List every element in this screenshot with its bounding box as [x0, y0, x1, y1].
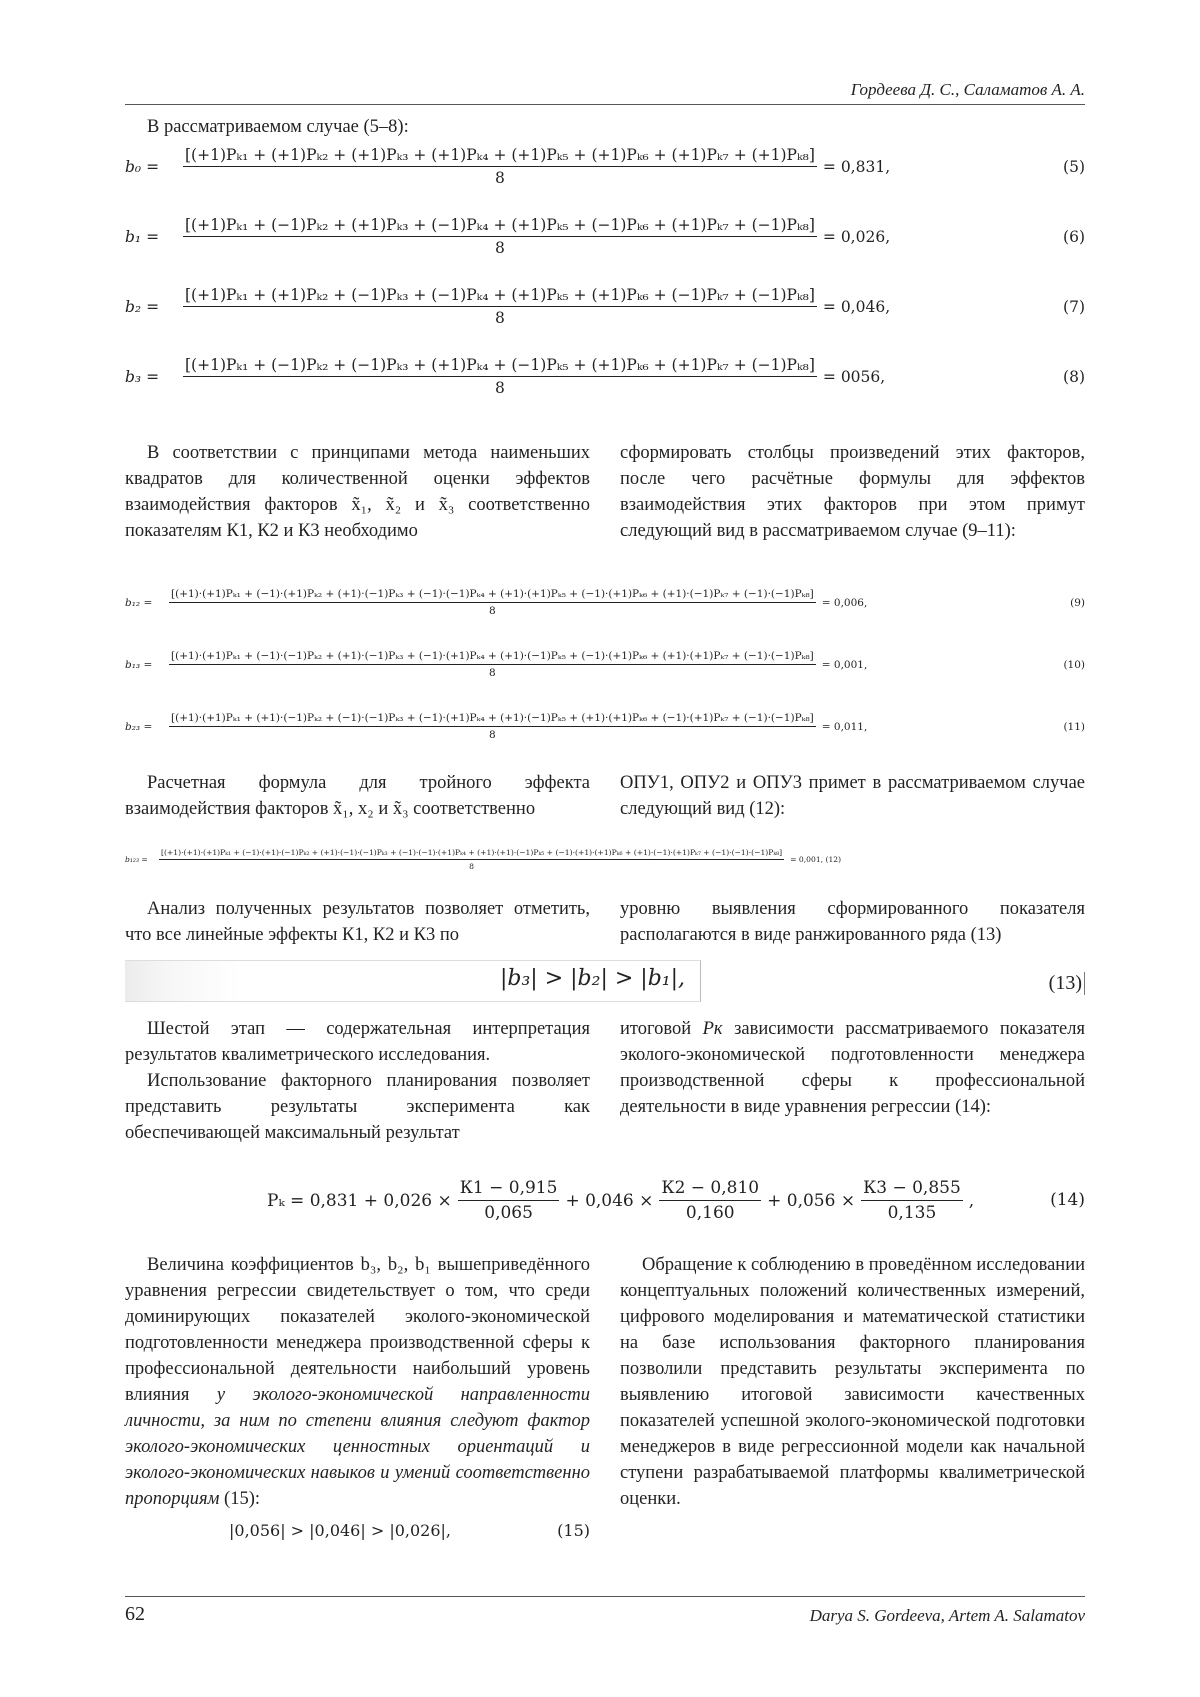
equation-15 [125, 1516, 590, 1546]
paragraph-left [125, 440, 590, 544]
paragraph-left [125, 896, 590, 948]
paragraph-text: Анализ полученных результатов позволяет отметить, что все линейные эффекты К1, К2 и К3 по [125, 899, 590, 945]
paragraph-text [620, 1016, 1085, 1120]
formula-b23 [125, 712, 1085, 741]
equation-term: + 0,046 × [565, 1190, 654, 1211]
equation-number: (5) [1063, 157, 1085, 176]
equation-number: (9) [1070, 596, 1085, 609]
text-run: зависимости рассматриваемого показателя эколого-экономической подготовленности менеджера производственной сферы к профессиональной деятельности в виде уравнения регрессии (14): [620, 1019, 1085, 1117]
paragraph-right [620, 896, 1085, 948]
formula-result: = 0,831, [822, 157, 891, 176]
fraction-denominator: 0,065 [484, 1203, 533, 1223]
paragraph-left [125, 1016, 590, 1146]
formula-result: = 0,046, [822, 297, 891, 316]
paragraph-right [620, 440, 1085, 544]
formula-numerator: [(+1)·(+1)Pₖ₁ + (−1)·(−1)Pₖ₂ + (+1)·(−1)Pₖ₃ + (−1)·(+1)Pₖ₄ + (+1)·(−1)Pₖ₅ + (−1)·(+1)Pₖ₆ + (+1)·(+1)Pₖ₇ + (−1)·(−1)Pₖ₈] [169, 650, 816, 665]
equation-term: , [968, 1190, 975, 1211]
fraction-numerator: К1 − 0,915 [458, 1178, 560, 1201]
italic-text: у эколого-экономической направленности личности, за ним по степени влияния следуют фактор эколого-экономических ценностных ориентаций и эколого-экономических навыков и умений соответственно пропорциям [125, 1385, 590, 1509]
paragraph-text: Обращение к соблюдению в проведённом исследовании концептуальных положений количественных измерений, цифрового моделирования и математической статистики на базе использования факторного планирования позволили представить результаты эксперимента по выявлению итоговой зависимости качественных показателей успешной эколого-экономической подготовки менеджеров в виде регрессионной модели как начальной ступени разрабатываемой платформы квалиметрической оценки. [620, 1255, 1085, 1509]
formula-numerator: [(+1)Pₖ₁ + (+1)Pₖ₂ + (−1)Pₖ₃ + (−1)Pₖ₄ + (+1)Pₖ₅ + (+1)Pₖ₆ + (−1)Pₖ₇ + (−1)Pₖ₈] [183, 286, 817, 307]
formula-denominator: 8 [489, 729, 496, 741]
formula-denominator: 8 [489, 667, 496, 679]
paragraph-text: ОПУ1, ОПУ2 и ОПУ3 примет в рассматриваемом случае следующий вид (12): [620, 773, 1085, 819]
paragraph-text: сформировать столбцы произведений этих факторов, после чего расчётные формулы для эффектов взаимодействия этих факторов при этом примут следующий вид в рассматриваемом случае (9–11): [620, 443, 1085, 541]
formula-b3 [125, 356, 1085, 397]
formula-lhs: b₁ = [125, 227, 160, 246]
formula-lhs: b₁₃ = [125, 658, 153, 671]
paragraph-left [125, 1252, 590, 1546]
formula-result: = 0,026, [822, 227, 891, 246]
formula-numerator: [(+1)Pₖ₁ + (−1)Pₖ₂ + (+1)Pₖ₃ + (−1)Pₖ₄ + (+1)Pₖ₅ + (−1)Pₖ₆ + (+1)Pₖ₇ + (−1)Pₖ₈] [183, 216, 817, 237]
paragraph-text: Шестой этап — содержательная интерпретация результатов квалиметрического исследования. [125, 1019, 590, 1065]
formula-b0 [125, 146, 1085, 187]
formula-denominator: 8 [495, 239, 505, 257]
formula-result: = 0,011, [821, 720, 868, 733]
running-header: Гордеева Д. С., Саламатов А. А. [850, 80, 1085, 99]
paragraph-right [620, 1016, 1085, 1120]
formula-result: = 0,001, (12) [790, 855, 842, 864]
paragraph-text: В соответствии с принципами метода наименьших квадратов для количественной оценки эффектов взаимодействия факторов x̃₁, x̃₂ и x̃₃ соответственно показателям К1, К2 и К3 необходимо [125, 443, 590, 541]
formula-denominator: 8 [495, 169, 505, 187]
formula-result: = 0056, [822, 367, 886, 386]
equation-number: (6) [1063, 227, 1085, 246]
equation-expression: |0,056| > |0,046| > |0,026|, [229, 1521, 451, 1540]
paragraph-text: Использование факторного планирования позволяет представить результаты эксперимента как обеспечивающей максимальный результат [125, 1071, 590, 1143]
equation-lhs: Pₖ = 0,831 + 0,026 × [267, 1190, 452, 1211]
text-run: (15): [219, 1489, 260, 1509]
formula-lhs: b₁₂₃ = [125, 855, 148, 864]
formula-b123 [125, 848, 1085, 871]
ranking-equation [125, 960, 1085, 1002]
formula-b2 [125, 286, 1085, 327]
formula-denominator: 8 [495, 379, 505, 397]
paragraph-right [620, 770, 1085, 822]
paragraph-text: уровню выявления сформированного показателя располагаются в виде ранжированного ряда (13) [620, 899, 1085, 945]
formula-lhs: b₀ = [125, 157, 160, 176]
formula-denominator: 8 [489, 605, 496, 617]
header-rule [125, 104, 1085, 105]
formula-lhs: b₂ = [125, 297, 160, 316]
equation-number: (7) [1063, 297, 1085, 316]
equation-number: (14) [1050, 1190, 1085, 1210]
ranking-expression: |b₃| > |b₂| > |b₁|, [499, 966, 685, 991]
paragraph-right [620, 1252, 1085, 1512]
equation-number: (15) [557, 1521, 590, 1540]
paragraph-text: Расчетная формула для тройного эффекта взаимодействия факторов x̃₁, x₂ и x̃₃ соответственно [125, 773, 590, 819]
footer-rule [125, 1596, 1085, 1597]
fraction-numerator: К2 − 0,810 [659, 1178, 761, 1201]
text-run: итоговой [620, 1019, 703, 1039]
formula-lhs: b₃ = [125, 367, 160, 386]
formula-lhs: b₁₂ = [125, 596, 153, 609]
equation-number: (8) [1063, 367, 1085, 386]
fraction-denominator: 0,135 [887, 1203, 937, 1223]
formula-result: = 0,006, [821, 596, 868, 609]
formula-numerator: [(+1)·(+1)Pₖ₁ + (−1)·(+1)Pₖ₂ + (+1)·(−1)Pₖ₃ + (−1)·(−1)Pₖ₄ + (+1)·(+1)Pₖ₅ + (−1)·(+1)Pₖ₆ + (+1)·(−1)Pₖ₇ + (−1)·(−1)Pₖ₈] [169, 588, 816, 603]
formula-numerator: [(+1)Pₖ₁ + (+1)Pₖ₂ + (+1)Pₖ₃ + (+1)Pₖ₄ + (+1)Pₖ₅ + (+1)Pₖ₆ + (+1)Pₖ₇ + (+1)Pₖ₈] [183, 146, 817, 167]
formula-b12 [125, 588, 1085, 617]
variable-pk: Pк [702, 1019, 723, 1039]
formula-b13 [125, 650, 1085, 679]
paragraph-text [125, 1252, 590, 1512]
formula-b1 [125, 216, 1085, 257]
formula-denominator: 8 [495, 309, 505, 327]
formula-result: = 0,001, [821, 658, 868, 671]
equation-number: (10) [1063, 658, 1085, 671]
formula-numerator: [(+1)·(+1)Pₖ₁ + (+1)·(−1)Pₖ₂ + (−1)·(−1)Pₖ₃ + (−1)·(+1)Pₖ₄ + (+1)·(−1)Pₖ₅ + (+1)·(+1)Pₖ₆ + (−1)·(+1)Pₖ₇ + (−1)·(−1)Pₖ₈] [169, 712, 816, 727]
formula-numerator: [(+1)Pₖ₁ + (−1)Pₖ₂ + (−1)Pₖ₃ + (+1)Pₖ₄ + (−1)Pₖ₅ + (+1)Pₖ₆ + (+1)Pₖ₇ + (−1)Pₖ₈] [183, 356, 817, 377]
regression-equation [125, 1178, 1085, 1223]
equation-number: (11) [1063, 720, 1085, 733]
text-run: Величина коэффициентов b₃, b₂, b₁ вышеприведённого уравнения регрессии свидетельствует о том, что среди доминирующих показателей эколого-экономической подготовленности менеджера производственной сферы к профессиональной деятельности наибольший уровень влияния [125, 1255, 590, 1405]
fraction-denominator: 0,160 [685, 1203, 735, 1223]
formula-numerator: [(+1)·(+1)·(+1)Pₖ₁ + (−1)·(+1)·(−1)Pₖ₂ + (+1)·(−1)·(−1)Pₖ₃ + (−1)·(−1)·(+1)Pₖ₄ + (+1)·(+1)·(−1)Pₖ₅ + (−1)·(+1)·(+1)Pₖ₆ + (+1)·(−1)·(+1)Pₖ₇ + (−1)·(−1)·(−1)Pₖ₈] [159, 848, 784, 860]
equation-term: + 0,056 × [767, 1190, 856, 1211]
paragraph-left [125, 770, 590, 822]
running-footer: Darya S. Gordeeva, Artem A. Salamatov [809, 1606, 1085, 1625]
intro-line: В рассматриваемом случае (5–8): [147, 117, 409, 137]
page-number: 62 [125, 1603, 145, 1625]
equation-number: (13) [1047, 972, 1085, 995]
fraction-numerator: К3 − 0,855 [861, 1178, 963, 1201]
formula-lhs: b₂₃ = [125, 720, 153, 733]
formula-denominator: 8 [469, 862, 474, 871]
